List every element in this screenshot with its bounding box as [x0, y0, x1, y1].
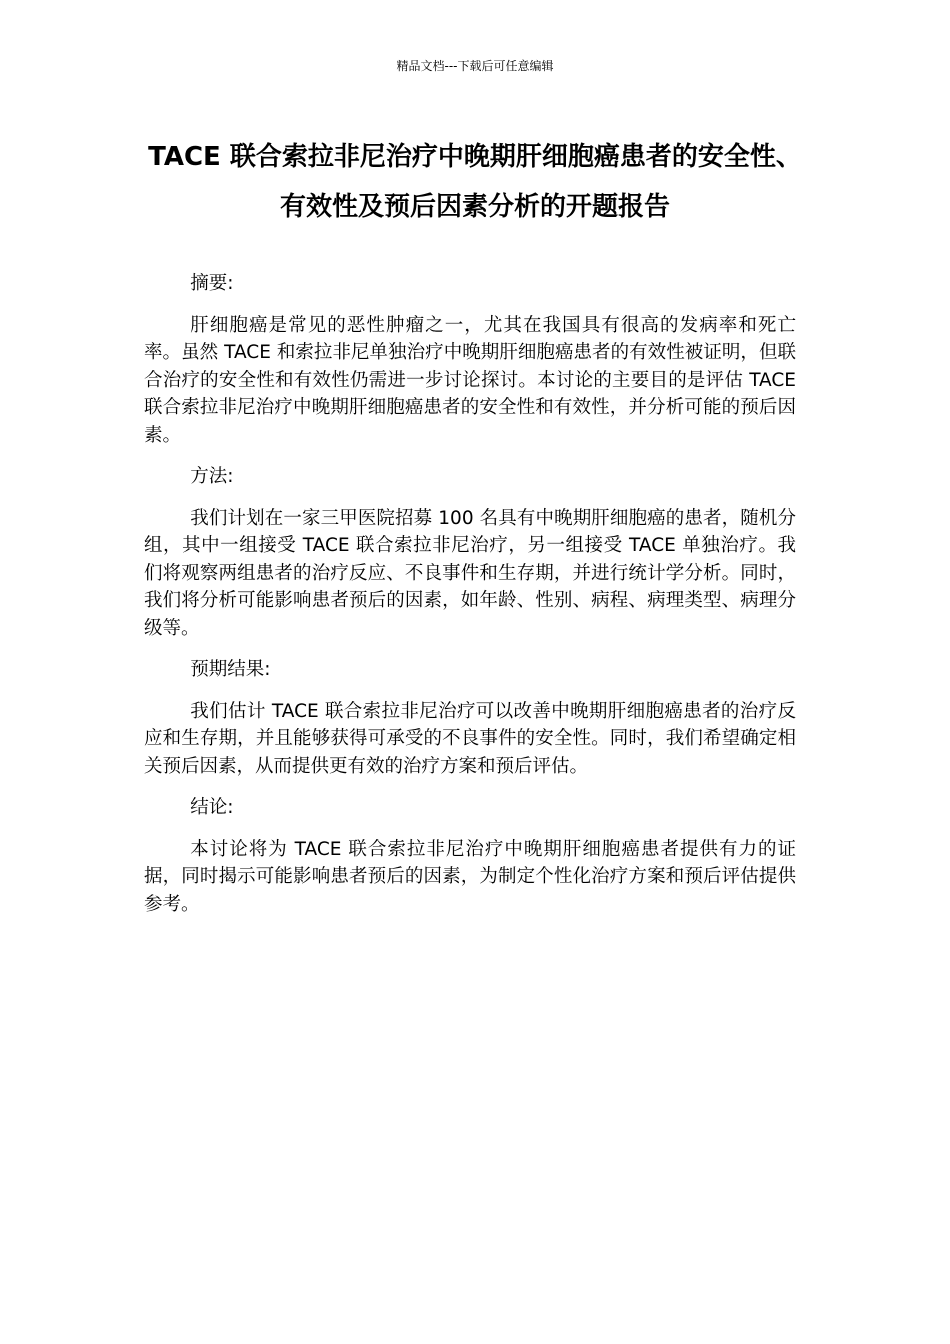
section-heading-conclusion: 结论:: [190, 797, 234, 818]
section-body-conclusion: 本讨论将为 TACE 联合索拉非尼治疗中晚期肝细胞癌患者提供有力的证据，同时揭示可能影响患者预后的因素，为制定个性化治疗方案和预后评估提供参考。: [144, 838, 796, 915]
section-body-expected-results: 我们估计 TACE 联合索拉非尼治疗可以改善中晚期肝细胞癌患者的治疗反应和生存期，并且能够获得可承受的不良事件的安全性。同时，我们希望确定相关预后因素，从而提供更有效的治疗方案和预后评估。: [144, 700, 796, 777]
header-note: 精品文档---下载后可任意编辑: [396, 59, 554, 73]
document-title: TACE 联合索拉非尼治疗中晚期肝细胞癌患者的安全性、有效性及预后因素分析的开题报告: [148, 142, 802, 222]
section-heading-expected-results: 预期结果:: [190, 659, 271, 680]
section-body-abstract: 肝细胞癌是常见的恶性肿瘤之一，尤其在我国具有很高的发病率和死亡率。虽然 TACE 和索拉非尼单独治疗中晚期肝细胞癌患者的有效性被证明，但联合治疗的安全性和有效性仍需进一步讨论探讨。本讨论的主要目的是评估 TACE 联合索拉非尼治疗中晚期肝细胞癌患者的安全性和有效性，并分析可能的预后因素。: [144, 314, 796, 446]
section-body-methods: 我们计划在一家三甲医院招募 100 名具有中晚期肝细胞癌的患者，随机分组，其中一组接受 TACE 联合索拉非尼治疗，另一组接受 TACE 单独治疗。我们将观察两组患者的治疗反应、不良事件和生存期，并进行统计学分析。同时，我们将分析可能影响患者预后的因素，如年龄、性别、病程、病理类型、病理分级等。: [144, 507, 796, 639]
section-heading-abstract: 摘要:: [190, 273, 234, 294]
document-body: [144, 270, 796, 918]
section-heading-methods: 方法:: [190, 466, 234, 487]
